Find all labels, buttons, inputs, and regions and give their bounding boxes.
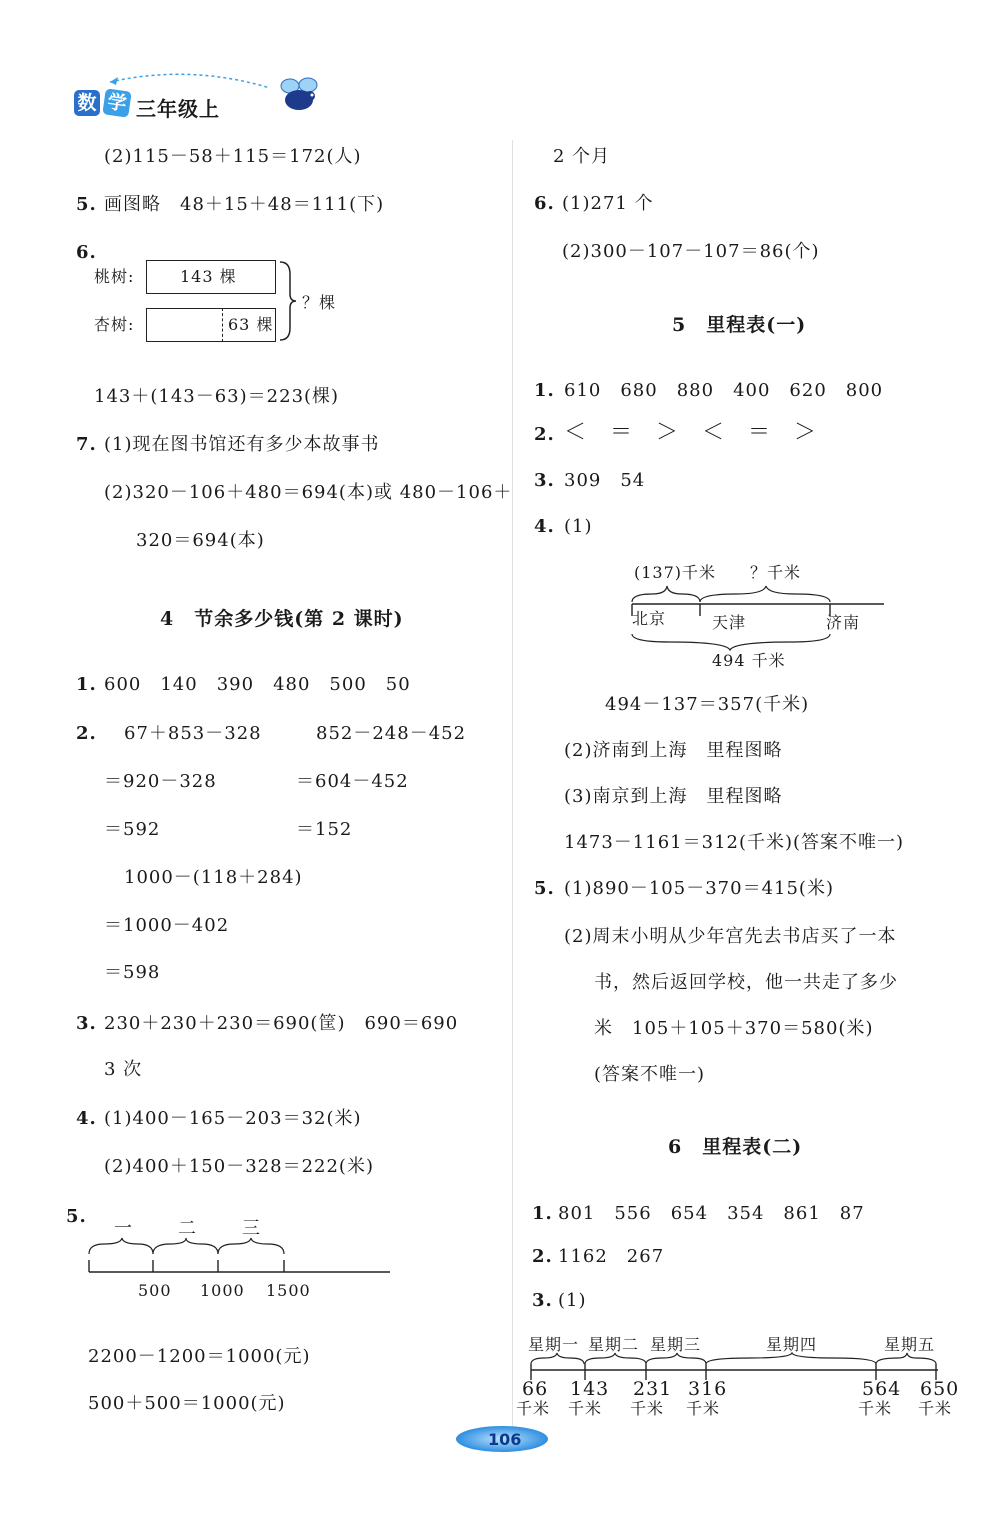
apricot-value: 63 棵: [228, 315, 274, 334]
bee-icon: [276, 76, 324, 116]
unit-label: 千米: [686, 1399, 721, 1418]
question-number: 3.: [534, 470, 555, 491]
answer-text: (1)890－105－370＝415(米): [564, 878, 834, 899]
answer-text: 1162 267: [558, 1246, 665, 1267]
tick-label: 1000: [200, 1281, 245, 1300]
answer-text: (1): [564, 516, 593, 537]
answer-text: (2)320－106＋480＝694(本)或 480－106＋: [104, 482, 513, 503]
unit-label: 千米: [568, 1399, 603, 1418]
page-number: 106: [488, 1430, 522, 1449]
question-number: 1.: [534, 380, 555, 401]
day-value: 231: [633, 1378, 673, 1400]
unit-label: 千米: [918, 1399, 953, 1418]
label-apricot: 杏树:: [94, 315, 135, 334]
column-divider: [512, 140, 513, 1440]
apricot-dashed-part: [222, 308, 223, 342]
calc-line: ＝592: [104, 819, 161, 840]
segment-label: 三: [242, 1218, 261, 1239]
answer-text: ＜ ＝ ＞ ＜ ＝ ＞: [564, 420, 818, 445]
tick-label: 1500: [266, 1281, 311, 1300]
answer-text: (1)271 个: [562, 193, 654, 214]
segment-label: 一: [114, 1218, 133, 1239]
question-number: 2.: [76, 723, 97, 744]
grade-title: 三年级上: [136, 97, 220, 121]
answer-text: 600 140 390 480 500 50: [104, 674, 411, 695]
answer-text: 500＋500＝1000(元): [88, 1393, 286, 1414]
unit-label: 千米: [630, 1399, 665, 1418]
unit-label: 千米: [858, 1399, 893, 1418]
day-value: 650: [920, 1378, 960, 1400]
header-badge-1: 数: [74, 90, 100, 116]
answer-text: 2 个月: [553, 146, 611, 167]
section-title: 4 节余多少钱(第 2 课时): [160, 608, 404, 630]
question-number: 4.: [534, 516, 555, 537]
answer-text: 801 556 654 354 861 87: [558, 1203, 865, 1224]
question-number: 1.: [76, 674, 97, 695]
question-number: 7.: [76, 434, 97, 455]
day-label: 星期一: [528, 1335, 580, 1354]
unit-label: 千米: [516, 1399, 551, 1418]
answer-text: (2)周末小明从少年宫先去书店买了一本: [564, 926, 897, 947]
question-number: 4.: [76, 1108, 97, 1129]
section-title: 6 里程表(二): [668, 1136, 803, 1158]
calc-line: 1000－(118＋284): [124, 867, 303, 888]
section-title: 5 里程表(一): [672, 314, 807, 336]
calc-line: ＝604－452: [296, 771, 409, 792]
answer-text: 230＋230＋230＝690(筐) 690＝690: [104, 1013, 459, 1034]
day-label: 星期五: [884, 1335, 936, 1354]
peach-value: 143 棵: [180, 267, 237, 286]
answer-text: (2)济南到上海 里程图略: [564, 740, 783, 761]
left-line-1: (2)115－58＋115＝172(人): [104, 146, 362, 167]
answer-text: 2200－1200＝1000(元): [88, 1346, 311, 1367]
answer-text: 书，然后返回学校，他一共走了多少: [594, 972, 898, 993]
calc-line: ＝598: [104, 962, 161, 983]
answer-text: 1473－1161＝312(千米)(答案不唯一): [564, 832, 905, 853]
route-segment-label: ？千米: [750, 563, 802, 582]
city-label: 济南: [826, 613, 861, 632]
brace-icon: [278, 260, 298, 342]
city-label: 天津: [712, 613, 747, 632]
answer-text: 309 54: [564, 470, 646, 491]
question-label: ？棵: [302, 293, 337, 312]
answer-text: 494－137＝357(千米): [605, 694, 810, 715]
calc-line: 67＋853－328: [124, 723, 262, 744]
question-number: 6.: [534, 193, 555, 214]
route-segment-label: (137)千米: [634, 563, 717, 582]
answer-text: 米 105＋105＋370＝580(米): [594, 1018, 874, 1039]
question-number: 2.: [532, 1246, 553, 1267]
question-number: 5.: [66, 1206, 87, 1227]
day-label: 星期二: [588, 1335, 640, 1354]
answer-text: (答案不唯一): [594, 1064, 706, 1085]
header-badge-2: 学: [102, 88, 131, 117]
answer-text: 画图略 48＋15＋48＝111(下): [104, 194, 385, 215]
answer-text: (3)南京到上海 里程图略: [564, 786, 783, 807]
question-number: 5.: [76, 194, 97, 215]
answer-text: 610 680 880 400 620 800: [564, 380, 884, 401]
label-peach: 桃树:: [94, 267, 135, 286]
day-label: 星期四: [766, 1335, 818, 1354]
answer-text: (1)400－165－203＝32(米): [104, 1108, 362, 1129]
calc-line: ＝920－328: [104, 771, 217, 792]
calc-line: ＝1000－402: [104, 915, 230, 936]
day-value: 564: [862, 1378, 902, 1400]
segment-label: 二: [178, 1218, 197, 1239]
question-number: 3.: [76, 1013, 97, 1034]
day-label: 星期三: [650, 1335, 702, 1354]
day-value: 66: [522, 1378, 549, 1400]
tick-label: 500: [138, 1281, 172, 1300]
day-value: 143: [570, 1378, 610, 1400]
calc-line: 852－248－452: [316, 723, 467, 744]
question-number: 2.: [534, 424, 555, 445]
question-number: 6.: [76, 242, 97, 263]
segment-line: [86, 1236, 396, 1280]
answer-text: (1)现在图书馆还有多少本故事书: [104, 434, 380, 455]
question-number: 3.: [532, 1290, 553, 1311]
total-label: 494 千米: [712, 651, 786, 670]
answer-text: (2)400＋150－328＝222(米): [104, 1156, 374, 1177]
day-value: 316: [688, 1378, 728, 1400]
answer-text: 320＝694(本): [136, 530, 265, 551]
calc-line: ＝152: [296, 819, 353, 840]
question-number: 5.: [534, 878, 555, 899]
answer-text: 3 次: [104, 1059, 143, 1080]
answer-text: (1): [558, 1290, 587, 1311]
answer-text: (2)300－107－107＝86(个): [562, 241, 820, 262]
city-label: 北京: [632, 609, 667, 628]
question-number: 1.: [532, 1203, 553, 1224]
answer-text: 143＋(143－63)＝223(棵): [94, 386, 340, 407]
